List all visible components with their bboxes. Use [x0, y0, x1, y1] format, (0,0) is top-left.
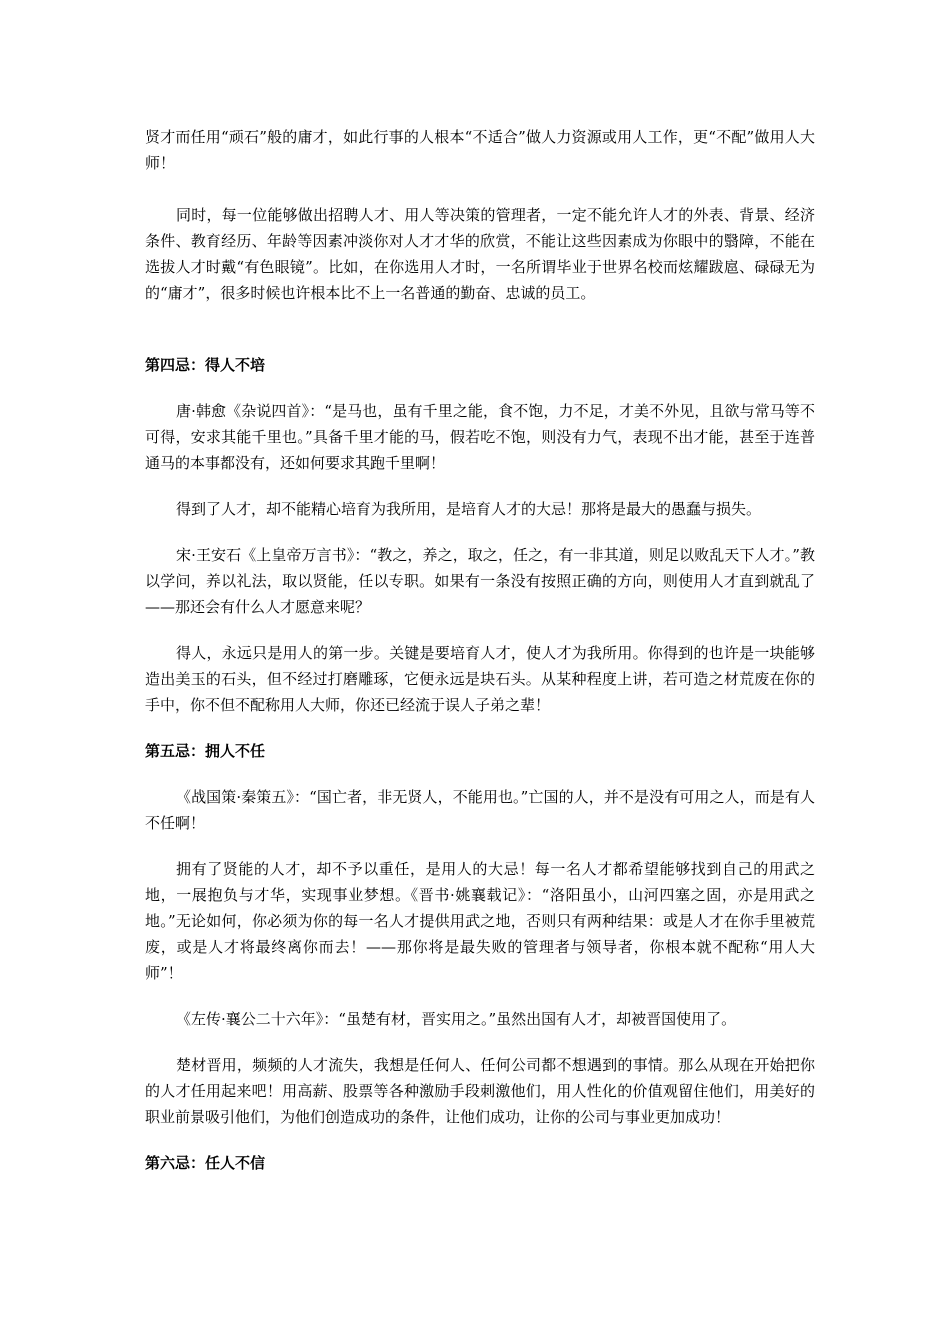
section-heading-5: 第五忌：拥人不任	[145, 742, 266, 760]
paragraph-zuozhuan-quote: 《左传·襄公二十六年》：“虽楚有材，晋实用之。”虽然出国有人才，却被晋国使用了。	[176, 1010, 737, 1028]
document-page	[145, 124, 815, 1176]
section-heading-6: 第六忌：任人不信	[145, 1154, 266, 1172]
paragraph-han-yu-quote: 唐·韩愈《杂说四首》：“是马也，虽有千里之能，食不饱，力不足，才美不外见，且欲与常马等不可得，安求其能千里也。”具备千里才能的马，假若吃不饱，则没有力气，表现不出才能，甚至于连普通马的本事都没有，还如何要求其跑千里啊！	[145, 402, 815, 472]
paragraph-appointment-taboo: 拥有了贤能的人才，却不予以重任，是用人的大忌！每一名人才都希望能够找到自己的用武之地，一展抱负与才华，实现事业梦想。《晋书·姚襄载记》：“洛阳虽小，山河四塞之固，亦是用武之地。”无论如何，你必须为你的每一名人才提供用武之地，否则只有两种结果：或是人才在你手里被荒废，或是人才将最终离你而去！——那你将是最失败的管理者与领导者，你根本就不配称“用人大师”！	[145, 860, 815, 982]
paragraph-talent-retention: 楚材晋用，频频的人才流失，我想是任何人、任何公司都不想遇到的事情。那么从现在开始把你的人才任用起来吧！用高薪、股票等各种激励手段刺激他们，用人性化的价值观留住他们，用美好的职业前景吸引他们，为他们创造成功的条件，让他们成功，让你的公司与事业更加成功！	[145, 1056, 815, 1126]
paragraph-wang-anshi-quote: 宋·王安石《上皇帝万言书》：“教之，养之，取之，任之，有一非其道，则足以败乱天下人才。”教以学问，养以礼法，取以贤能，任以专职。如果有一条没有按照正确的方向，则使用人才直到就乱了——那还会有什么人才愿意来呢？	[145, 546, 815, 616]
section-heading-4: 第四忌：得人不培	[145, 356, 266, 374]
paragraph-first-step: 得人，永远只是用人的第一步。关键是要培育人才，使人才为我所用。你得到的也许是一块能够造出美玉的石头，但不经过打磨雕琢，它便永远是块石头。从某种程度上讲，若可造之材荒废在你的手中，你不但不配称用人大师，你还已经流于误人子弟之辈！	[145, 644, 815, 714]
paragraph-continuation: 贤才而任用“顽石”般的庸才，如此行事的人根本“不适合”做人力资源或用人工作，更“不配”做用人大师！	[145, 128, 815, 172]
paragraph-zhanguoce-quote: 《战国策·秦策五》：“国亡者，非无贤人，不能用也。”亡国的人，并不是没有可用之人，而是有人不任啊！	[145, 788, 815, 832]
paragraph-selection-bias: 同时，每一位能够做出招聘人才、用人等决策的管理者，一定不能允许人才的外表、背景、经济条件、教育经历、年龄等因素冲淡你对人才才华的欣赏，不能让这些因素成为你眼中的翳障，不能在选拔人才时戴“有色眼镜”。比如，在你选用人才时，一名所谓毕业于世界名校而炫耀跋扈、碌碌无为的“庸才”，很多时候也许根本比不上一名普通的勤奋、忠诚的员工。	[145, 206, 815, 302]
paragraph-cultivation-taboo: 得到了人才，却不能精心培育为我所用，是培育人才的大忌！那将是最大的愚蠢与损失。	[176, 500, 762, 518]
